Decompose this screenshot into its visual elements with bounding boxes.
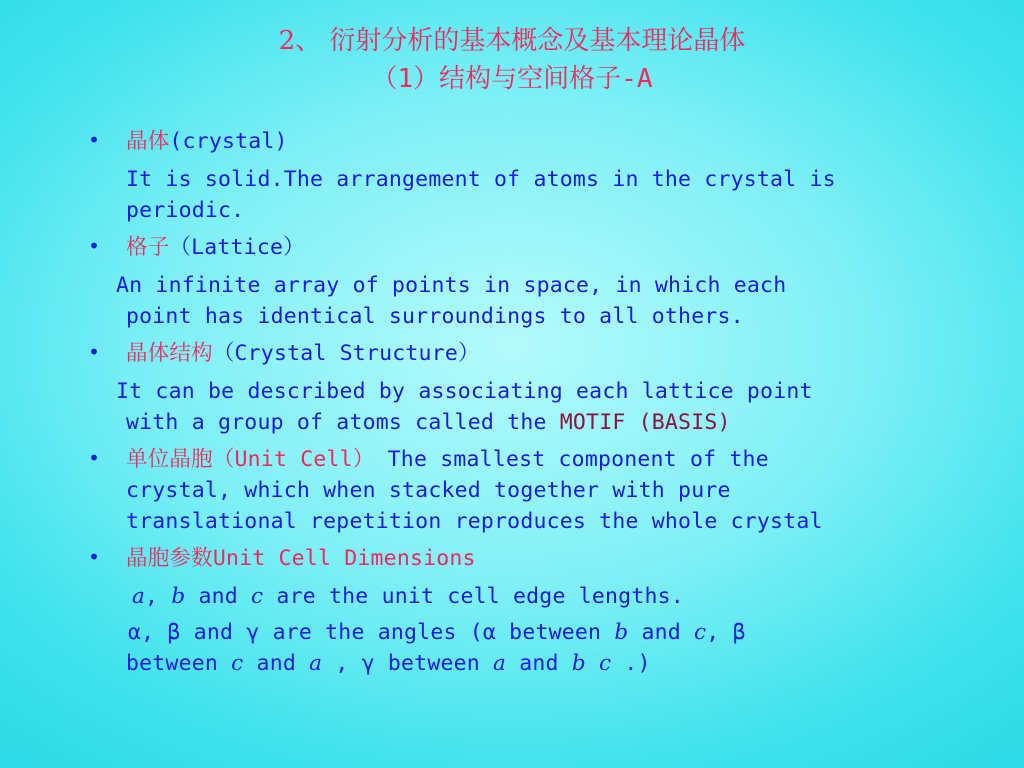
term-unitcell-cn: 单位晶胞: [126, 447, 213, 472]
structure-desc-1: It can be described by associating each lattice point: [116, 379, 813, 404]
space: [586, 651, 599, 676]
unitcell-desc-3: translational repetition reproduces the whole crystal: [126, 509, 823, 534]
crystal-desc-1: It is solid.The arrangement of atoms in the crystal is: [126, 167, 836, 192]
lattice-desc-1: An infinite array of points in space, in which each: [116, 273, 787, 298]
var-c: c: [694, 620, 707, 645]
term-dimensions-cn: 晶胞参数: [126, 546, 213, 571]
edge-rest: are the unit cell edge lengths.: [263, 584, 684, 609]
word-and: and: [185, 584, 252, 609]
closing-paren: .): [611, 651, 651, 676]
title-line-2: （1）结构与空间格子-A: [371, 64, 653, 94]
unitcell-desc-2: crystal, which when stacked together with pure: [126, 478, 731, 503]
structure-desc-2: [126, 407, 731, 438]
angles-line-2: [126, 648, 651, 679]
term-structure-cn: 晶体结构: [126, 341, 213, 366]
angles-line-1: [128, 617, 746, 648]
term-unitcell-en: （Unit Cell）: [212, 447, 375, 472]
bullet-dimensions: [126, 543, 476, 574]
structure-desc-2a: with a group of atoms called the: [126, 410, 560, 435]
unitcell-desc-1: The smallest component of the: [374, 447, 769, 472]
bullet-lattice: [126, 232, 305, 263]
bullet-unitcell: [126, 444, 769, 475]
lattice-desc-2: point has identical surroundings to all others.: [126, 304, 744, 329]
bullet-marker: •: [88, 234, 101, 258]
var-c: c: [231, 651, 244, 676]
edge-lengths-line: [132, 581, 684, 612]
beta-symbol: , β: [706, 620, 746, 645]
var-a: a: [493, 651, 507, 676]
bullet-marker: •: [88, 128, 101, 152]
term-dimensions-en: Unit Cell Dimensions: [212, 546, 476, 571]
bullet-marker: •: [88, 545, 101, 569]
bullet-marker: •: [88, 340, 101, 364]
term-structure-en: （Crystal Structure）: [212, 341, 480, 366]
term-lattice-en: （Lattice）: [169, 235, 305, 260]
var-b: b: [571, 651, 586, 676]
term-crystal-cn: 晶体: [126, 129, 170, 154]
term-crystal-en: (crystal): [169, 129, 288, 154]
var-a: a: [132, 584, 146, 609]
sep: ,: [145, 584, 172, 609]
term-lattice-cn: 格子: [126, 235, 170, 260]
word-and: and: [628, 620, 695, 645]
motif-basis: MOTIF (BASIS): [559, 410, 731, 435]
gamma-between: , γ between: [322, 651, 494, 676]
word-and: and: [243, 651, 310, 676]
var-b: b: [171, 584, 186, 609]
word-and: and: [506, 651, 572, 676]
var-c: c: [598, 651, 612, 676]
bullet-marker: •: [88, 446, 101, 470]
var-a: a: [309, 651, 323, 676]
crystal-desc-2: periodic.: [126, 198, 245, 223]
angles-text-1: α, β and γ are the angles (α between: [128, 620, 615, 645]
var-c: c: [251, 584, 264, 609]
bullet-structure: [126, 338, 480, 369]
bullet-crystal: [126, 126, 288, 157]
title-line-1: 2、 衍射分析的基本概念及基本理论晶体: [278, 26, 746, 56]
var-b: b: [614, 620, 629, 645]
word-between: between: [126, 651, 232, 676]
slide-title: [0, 22, 1024, 98]
